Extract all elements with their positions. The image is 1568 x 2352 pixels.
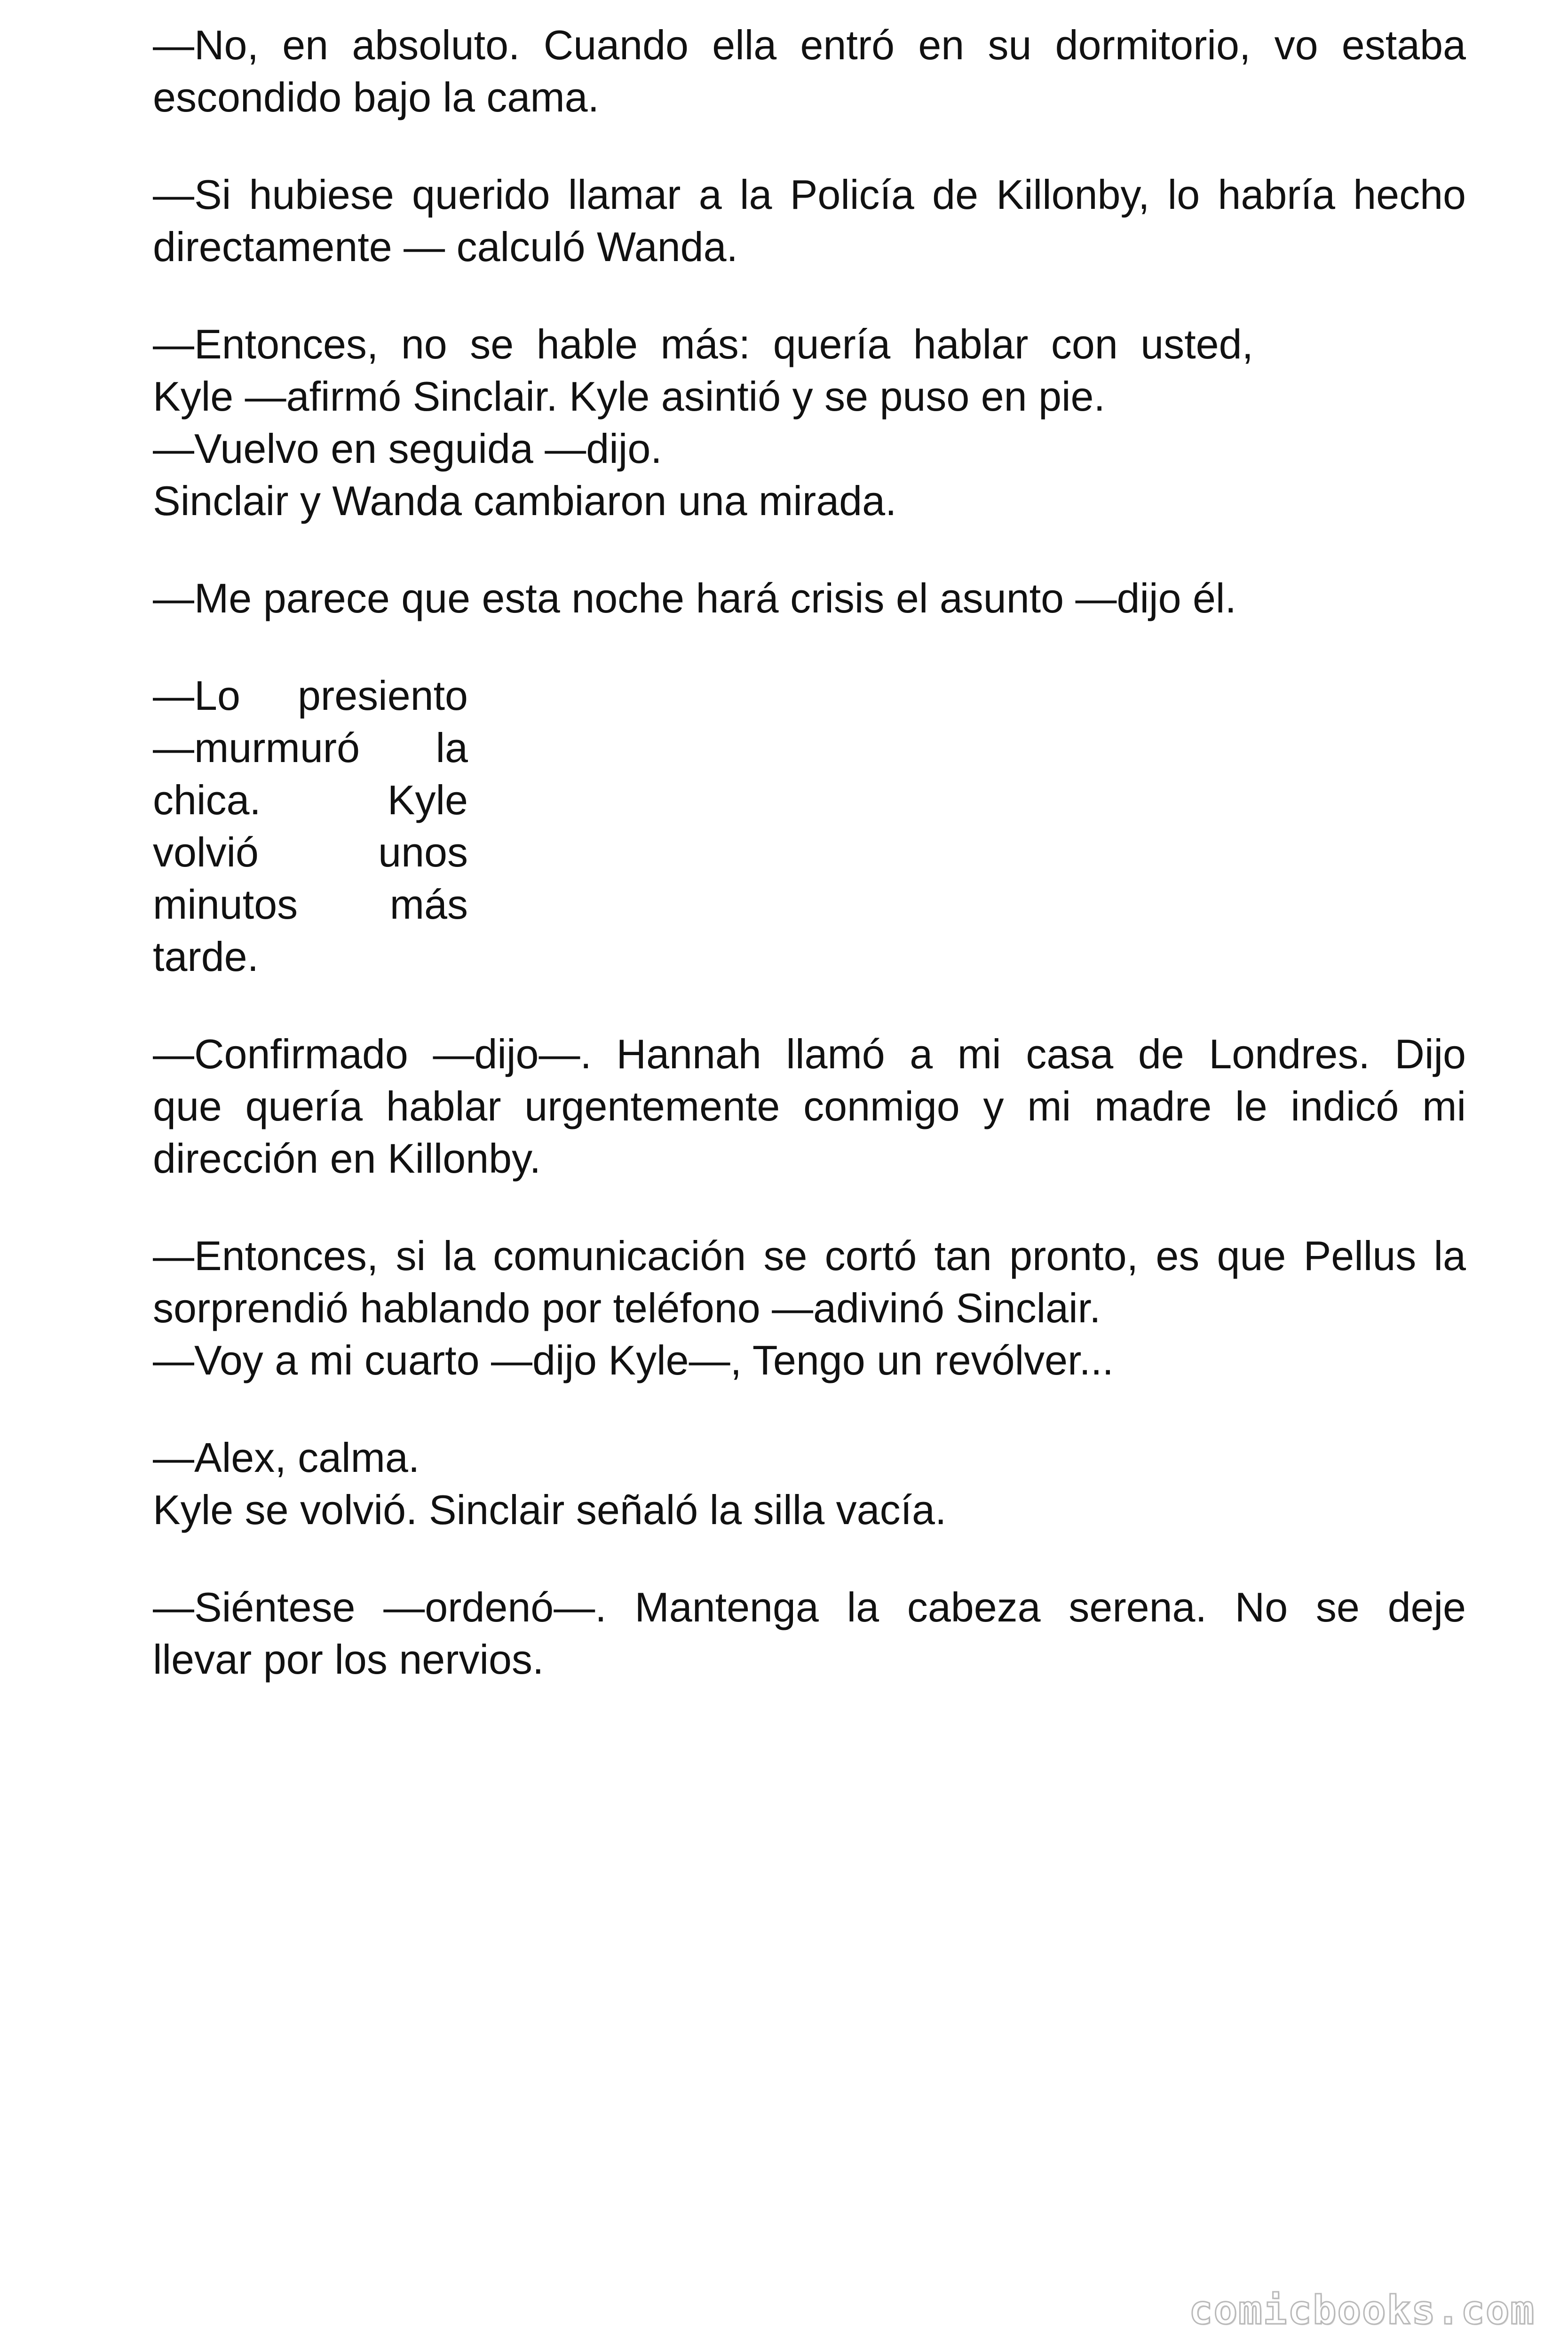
text-line: directamente — calculó Wanda. bbox=[153, 223, 738, 270]
paragraph-4 bbox=[153, 572, 1466, 624]
text-line: dirección en Killonby. bbox=[153, 1135, 541, 1182]
text-line: sorprendió hablando por teléfono —adivinó Sinclair. bbox=[153, 1285, 1101, 1331]
text-line: Kyle —afirmó Sinclair. Kyle asintió y se puso en pie. bbox=[153, 373, 1105, 420]
text-line: volvió unos bbox=[153, 829, 468, 875]
text-line: —Confirmado —dijo—. Hannah llamó a mi casa de Londres. Dijo bbox=[153, 1031, 1466, 1077]
paragraph-3 bbox=[153, 318, 1466, 527]
text-line: minutos más bbox=[153, 881, 468, 928]
text-line: —Vuelvo en seguida —dijo. bbox=[153, 425, 662, 472]
text-line: —Entonces, no se hable más: quería hablar con usted, bbox=[153, 321, 1253, 367]
paragraph-1 bbox=[153, 19, 1466, 123]
paragraph-6 bbox=[153, 1028, 1466, 1184]
paragraph-2 bbox=[153, 168, 1466, 273]
paragraph-5 bbox=[153, 669, 468, 983]
text-line: Sinclair y Wanda cambiaron una mirada. bbox=[153, 477, 897, 524]
text-line: llevar por los nervios. bbox=[153, 1636, 544, 1683]
text-line: —Lo presiento bbox=[153, 672, 468, 719]
text-line: —murmuró la bbox=[153, 724, 468, 771]
text-line: —Me parece que esta noche hará crisis el asunto —dijo él. bbox=[153, 575, 1236, 621]
text-line: —Siéntese —ordenó—. Mantenga la cabeza serena. No se deje bbox=[153, 1584, 1466, 1630]
text-line: escondido bajo la cama. bbox=[153, 74, 600, 120]
text-line: —Si hubiese querido llamar a la Policía de Killonby, lo habría hecho bbox=[153, 171, 1466, 218]
text-line: —Voy a mi cuarto —dijo Kyle—, Tengo un revólver... bbox=[153, 1337, 1114, 1383]
watermark: comicbooks.com bbox=[1188, 2287, 1535, 2333]
text-block bbox=[153, 19, 1466, 1731]
text-line: —Alex, calma. bbox=[153, 1434, 420, 1481]
text-line: —No, en absoluto. Cuando ella entró en su dormitorio, vo estaba bbox=[153, 22, 1466, 68]
text-line: chica. Kyle bbox=[153, 777, 468, 823]
text-line: —Entonces, si la comunicación se cortó tan pronto, es que Pellus la bbox=[153, 1232, 1466, 1279]
paragraph-7 bbox=[153, 1230, 1466, 1386]
text-line: Kyle se volvió. Sinclair señaló la silla vacía. bbox=[153, 1486, 947, 1533]
text-line: tarde. bbox=[153, 933, 259, 980]
paragraph-8 bbox=[153, 1431, 1466, 1536]
paragraph-9 bbox=[153, 1581, 1466, 1685]
text-line: que quería hablar urgentemente conmigo y mi madre le indicó mi bbox=[153, 1083, 1466, 1129]
